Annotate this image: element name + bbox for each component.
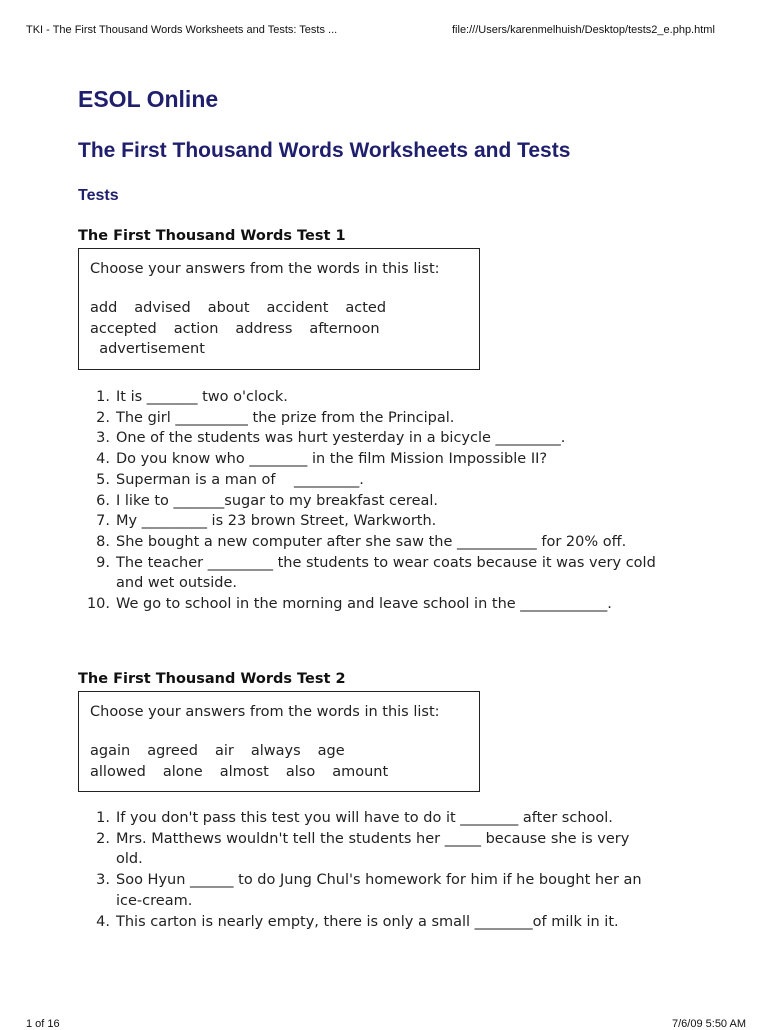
question-text: I like to _______sugar to my breakfast cereal.: [116, 492, 439, 509]
question-text: It is _______ two o'clock.: [116, 389, 288, 405]
question-text: She bought a new computer after she saw the ___________ for 20% off.: [116, 533, 627, 550]
question-number: 7.: [96, 513, 110, 530]
word: always: [250, 743, 301, 759]
question-number: 8.: [96, 533, 110, 550]
word: air: [214, 743, 234, 759]
question-text: Superman is a man of _________.: [116, 471, 364, 488]
test-2-word-list: [90, 741, 450, 782]
question-number: 2.: [96, 830, 110, 847]
browser-url: file:///Users/karenmelhuish/Desktop/tests2_e.php.html: [452, 24, 715, 36]
question-item: [78, 470, 658, 491]
word: afternoon: [309, 320, 380, 337]
question-number: 9.: [96, 554, 110, 571]
question-item: [78, 491, 658, 512]
test-1-word-list-box: [78, 248, 480, 370]
test-2-questions: [78, 808, 658, 932]
test-1-questions: [78, 387, 658, 615]
question-text: The teacher _________ the students to wear coats because it was very cold and wet outside.: [116, 554, 656, 592]
test-1-title: The First Thousand Words Test 1: [78, 228, 346, 244]
question-number: 3.: [96, 872, 110, 889]
word: about: [207, 300, 250, 316]
word: action: [173, 320, 219, 337]
word: almost: [219, 763, 269, 780]
question-item: [78, 829, 658, 870]
question-item: [78, 870, 658, 911]
question-text: Mrs. Matthews wouldn't tell the students her _____ because she is very old.: [116, 830, 630, 868]
test-1-instruction: Choose your answers from the words in this list:: [90, 261, 440, 277]
question-text: One of the students was hurt yesterday in a bicycle _________.: [116, 430, 566, 447]
question-number: 3.: [96, 430, 110, 447]
question-number: 6.: [96, 492, 110, 509]
question-item: [78, 408, 658, 429]
page-counter: 1 of 16: [26, 1018, 60, 1030]
question-number: 2.: [96, 409, 110, 426]
question-text: Soo Hyun ______ to do Jung Chul's homework for him if he bought her an ice-cream.: [116, 872, 642, 909]
question-text: The girl __________ the prize from the Principal.: [116, 409, 455, 426]
question-text: If you don't pass this test you will have to do it ________ after school.: [116, 810, 613, 826]
question-item: [78, 532, 658, 553]
test-2-word-list-box: [78, 691, 480, 792]
word: alone: [162, 763, 203, 780]
question-item: [78, 553, 658, 594]
question-item: [78, 808, 658, 829]
question-text: We go to school in the morning and leave school in the ____________.: [116, 596, 612, 613]
word: again: [90, 743, 131, 759]
question-item: [78, 387, 658, 408]
word: advised: [134, 300, 191, 316]
question-number: 1.: [96, 810, 110, 826]
question-item: [78, 449, 658, 470]
word: add: [90, 300, 118, 316]
word: amount: [332, 763, 389, 780]
word-row: [90, 762, 450, 783]
word: advertisement: [90, 341, 205, 357]
word: agreed: [147, 743, 198, 759]
section-title: Tests: [78, 187, 119, 204]
test-1-word-list: [90, 298, 450, 360]
question-text: My _________ is 23 brown Street, Warkworth.: [116, 513, 437, 530]
question-number: 4.: [96, 913, 110, 930]
question-number: 10.: [86, 596, 110, 613]
question-item: [78, 428, 658, 449]
test-2-instruction: Choose your answers from the words in this list:: [90, 704, 440, 720]
site-title: ESOL Online: [78, 86, 219, 112]
question-text: Do you know who ________ in the film Mission Impossible II?: [116, 451, 548, 468]
question-item: [78, 912, 658, 933]
word: age: [317, 743, 345, 759]
question-item: [78, 594, 658, 615]
browser-page-title: TKI - The First Thousand Words Worksheets and Tests: Tests ...: [26, 24, 338, 36]
word: also: [285, 763, 316, 780]
question-number: 1.: [96, 389, 110, 405]
word: accident: [266, 300, 329, 316]
page-title: The First Thousand Words Worksheets and Tests: [78, 139, 571, 162]
word: allowed: [90, 763, 146, 780]
question-number: 4.: [96, 451, 110, 468]
word: address: [235, 320, 293, 337]
word: accepted: [90, 320, 157, 337]
word-row: [90, 319, 450, 340]
question-text: This carton is nearly empty, there is only a small ________of milk in it.: [116, 913, 619, 930]
word-row: [90, 741, 450, 762]
word-row: [90, 298, 450, 319]
question-number: 5.: [96, 471, 110, 488]
word: acted: [345, 300, 387, 316]
test-2-title: The First Thousand Words Test 2: [78, 671, 346, 687]
print-timestamp: 7/6/09 5:50 AM: [672, 1018, 746, 1030]
word-row: [90, 339, 450, 360]
question-item: [78, 511, 658, 532]
